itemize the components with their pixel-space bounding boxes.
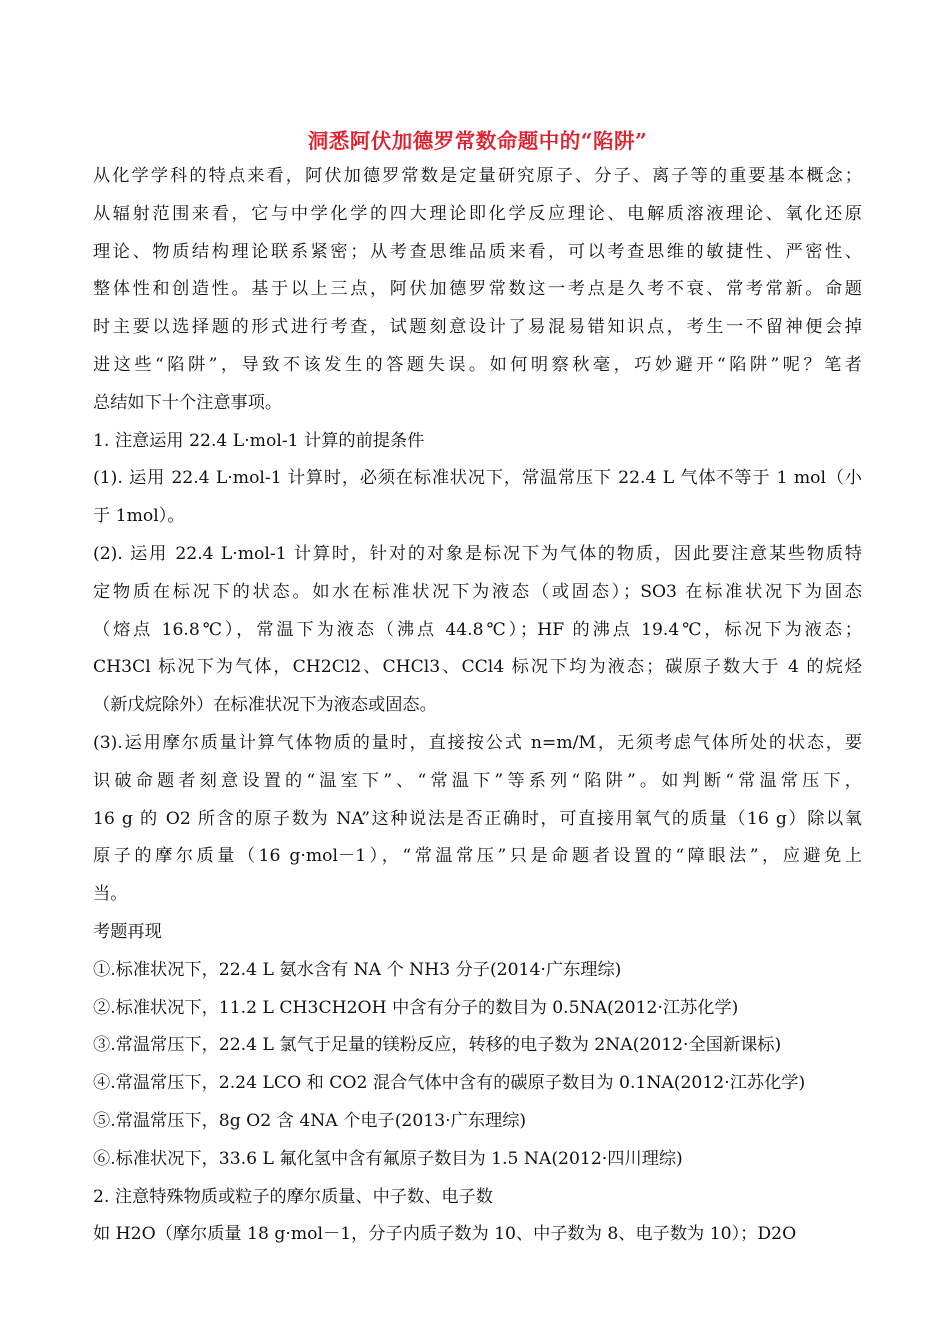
body-line: 进这些“陷阱”，导致不该发生的答题失误。如何明察秋毫，巧妙避开“陷阱”呢？笔者 [93, 354, 862, 375]
body-line: ③.常温常压下，22.4 L 氯气于足量的镁粉反应，转移的电子数为 2NA(2012·全国新课标) [93, 1035, 782, 1056]
body-line: CH3Cl 标况下为气体，CH2Cl2、CHCl3、CCl4 标况下均为液态；碳原子数大于 4 的烷烃 [93, 657, 862, 678]
body-line: 16 g 的 O2 所含的原子数为 NA”这种说法是否正确时，可直接用氧气的质量（16 g）除以氧 [93, 808, 862, 829]
body-line: 理论、物质结构理论联系紧密；从考查思维品质来看，可以考查思维的敏捷性、严密性、 [93, 241, 862, 262]
body-line: 于 1mol）。 [93, 506, 185, 527]
body-line: 时主要以选择题的形式进行考查，试题刻意设计了易混易错知识点，考生一不留神便会掉 [93, 317, 862, 338]
body-line: ⑤.常温常压下，8g O2 含 4NA 个电子(2013·广东理综) [93, 1110, 527, 1131]
body-line: 当。 [93, 884, 128, 905]
body-line: 从辐射范围来看，它与中学化学的四大理论即化学反应理论、电解质溶液理论、氧化还原 [93, 203, 862, 224]
body-line: (2). 运用 22.4 L·mol-1 计算时，针对的对象是标况下为气体的物质，因此要注意某些物质特 [93, 543, 862, 564]
body-line: 1. 注意运用 22.4 L·mol-1 计算的前提条件 [93, 430, 425, 451]
document-title: 洞悉阿伏加德罗常数命题中的“陷阱” [307, 129, 648, 153]
body-line: 从化学学科的特点来看，阿伏加德罗常数是定量研究原子、分子、离子等的重要基本概念； [93, 166, 862, 186]
body-line: 原子的摩尔质量（16 g·mol－1），“常温常压”只是命题者设置的“障眼法”，应避免上 [93, 846, 862, 867]
body-line: ②.标准状况下，11.2 L CH3CH2OH 中含有分子的数目为 0.5NA(2012·江苏化学) [93, 997, 739, 1018]
body-line: （熔点 16.8℃），常温下为液态（沸点 44.8℃）；HF 的沸点 19.4℃，标况下为液态； [93, 619, 862, 640]
body-line: 如 H2O（摩尔质量 18 g·mol－1，分子内质子数为 10、中子数为 8、电子数为 10）；D2O [93, 1224, 797, 1245]
body-line: 2. 注意特殊物质或粒子的摩尔质量、中子数、电子数 [93, 1186, 493, 1207]
body-line: 整体性和创造性。基于以上三点，阿伏加德罗常数这一考点是久考不衰、常考常新。命题 [93, 279, 862, 300]
body-line: (1). 运用 22.4 L·mol-1 计算时，必须在标准状况下，常温常压下 22.4 L 气体不等于 1 mol（小 [93, 468, 862, 489]
body-line: 考题再现 [93, 921, 162, 942]
body-line: (3).运用摩尔质量计算气体物质的量时，直接按公式 n=m/M，无须考虑气体所处的状态，要 [93, 732, 862, 753]
body-line: 识破命题者刻意设置的“温室下”、“常温下”等系列“陷阱”。如判断“常温常压下， [93, 770, 862, 791]
body-line: （新戊烷除外）在标准状况下为液态或固态。 [93, 695, 437, 716]
body-line: 定物质在标况下的状态。如水在标准状况下为液态（或固态）；SO3 在标准状况下为固态 [93, 581, 862, 602]
document-body [93, 158, 862, 1254]
body-line: 总结如下十个注意事项。 [93, 392, 283, 413]
body-line: ④.常温常压下，2.24 LCO 和 CO2 混合气体中含有的碳原子数目为 0.1NA(2012·江苏化学) [93, 1073, 806, 1094]
body-line: ①.标准状况下，22.4 L 氨水含有 NA 个 NH3 分子(2014·广东理综) [93, 959, 622, 980]
body-line: ⑥.标准状况下，33.6 L 氟化氢中含有氟原子数目为 1.5 NA(2012·四川理综) [93, 1148, 683, 1169]
